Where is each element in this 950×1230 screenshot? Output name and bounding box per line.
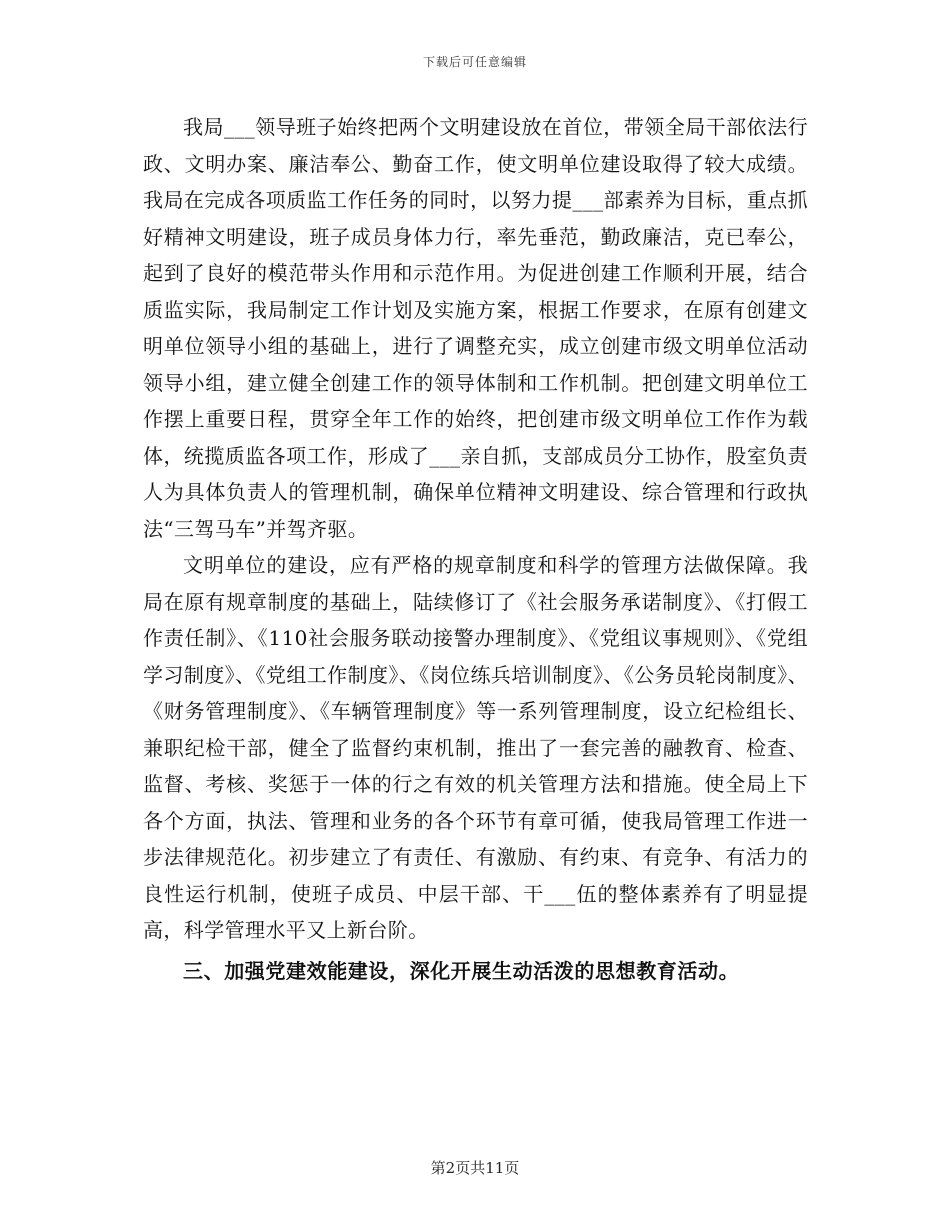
section-heading: 三、加强党建效能建设，深化开展生动活泼的思想教育活动。 [183, 958, 740, 983]
header-note: 下载后可任意编辑 [422, 55, 527, 69]
body-paragraph-2: 文明单位的建设，应有严格的规章制度和科学的管理方法做保障。我局在原有规章制度的基础上，陆续修订了《社会服务承诺制度》、《打假工作责任制》、《110社会服务联动接警办理制度》、《党组议事规则》、《党组学习制度》、《党组工作制度》、《岗位练兵培训制度》、《公务员轮岗制度》、《财务管理制度》、《车辆管理制度》等一系列管理制度，设立纪检组长、兼职纪检干部，健全了监督约束机制，推出了一套完善的融教育、检查、监督、考核、奖惩于一体的行之有效的机关管理方法和措施。使全局上下各个方面，执法、管理和业务的各个环节有章可循，使我局管理工作进一步法律规范化。初步建立了有责任、有激励、有约束、有竞争、有活力的良性运行机制，使班子成员、中层干部、干___伍的整体素养有了明显提高，科学管理水平又上新台阶。 [143, 553, 808, 942]
page-footer: 第2页共11页 [430, 1159, 520, 1177]
body-paragraph-1: 我局___领导班子始终把两个文明建设放在首位，带领全局干部依法行政、文明办案、廉洁奉公、勤奋工作，使文明单位建设取得了较大成绩。我局在完成各项质监工作任务的同时，以努力提___部素养为目标，重点抓好精神文明建设，班子成员身体力行，率先垂范，勤政廉洁，克已奉公，起到了良好的模范带头作用和示范作用。为促进创建工作顺利开展，结合质监实际，我局制定工作计划及实施方案，根据工作要求，在原有创建文明单位领导小组的基础上，进行了调整充实，成立创建市级文明单位活动领导小组，建立健全创建工作的领导体制和工作机制。把创建文明单位工作摆上重要日程，贯穿全年工作的始终，把创建市级文明单位工作作为载体，统揽质监各项工作，形成了___亲自抓，支部成员分工协作，股室负责人为具体负责人的管理机制，确保单位精神文明建设、综合管理和行政执法“三驾马车”并驾齐驱。 [143, 115, 808, 541]
document-body [143, 109, 808, 989]
